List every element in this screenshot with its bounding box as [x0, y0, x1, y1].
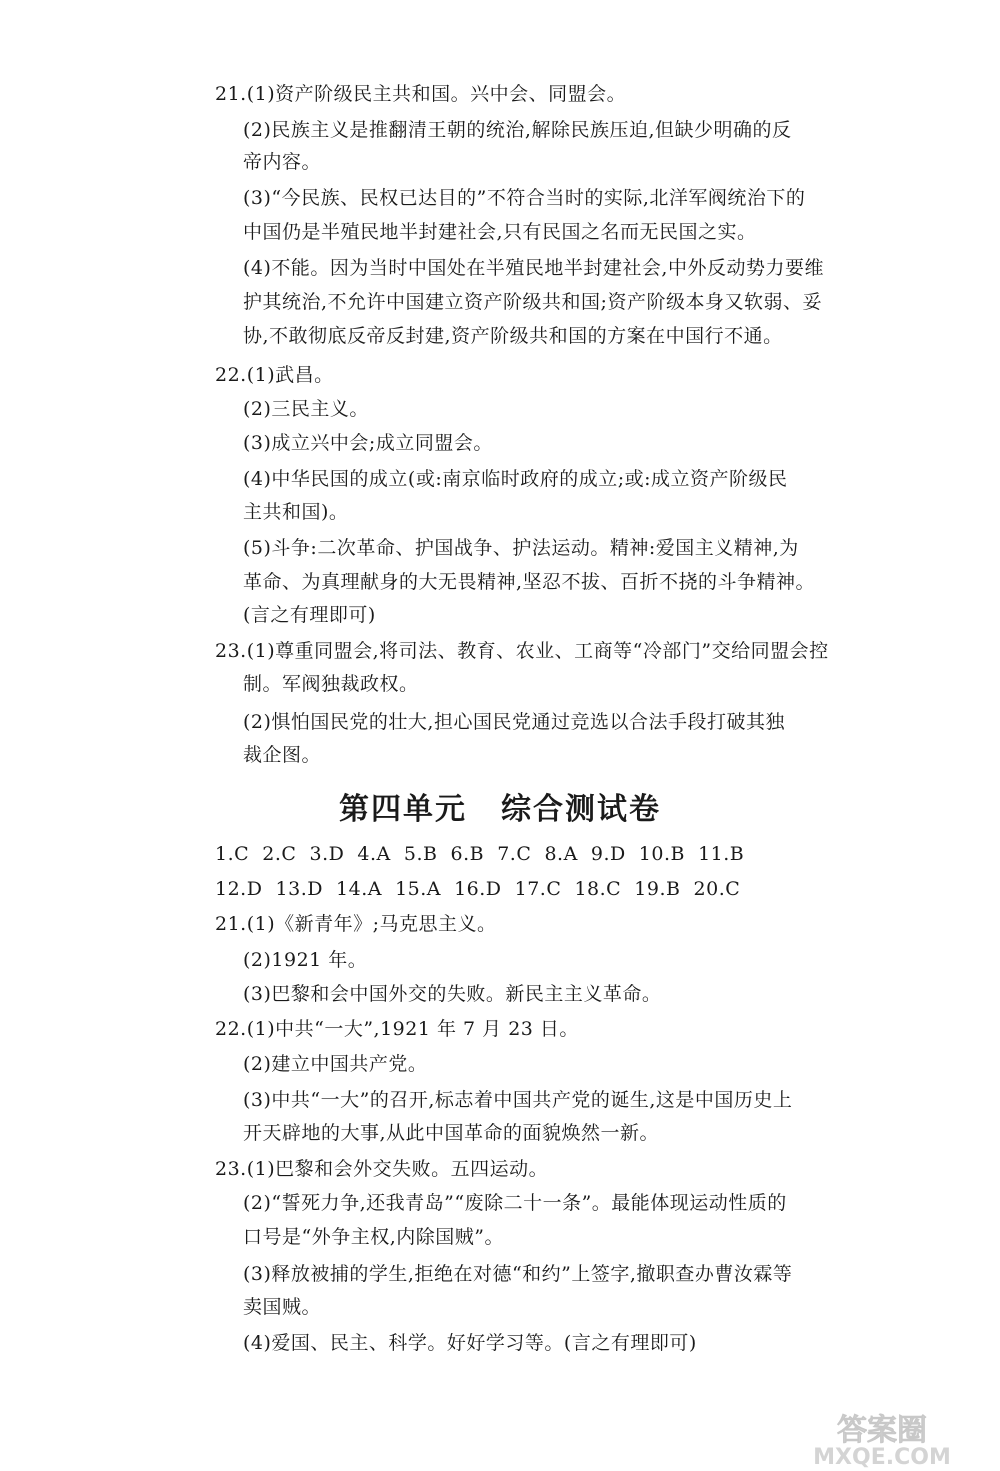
- answer-line: (言之有理即可): [243, 604, 376, 626]
- answer-line: (4)中华民国的成立(或:南京临时政府的成立;或:成立资产阶级民: [243, 468, 788, 490]
- answer-line: (2)建立中国共产党。: [243, 1053, 428, 1075]
- watermark-top: 答案圈: [837, 1413, 927, 1448]
- answer-line: 护其统治,不允许中国建立资产阶级共和国;资产阶级本身又软弱、妥: [243, 291, 822, 313]
- answer-line: 制。军阀独裁政权。: [243, 673, 419, 695]
- section-title-unit: 第四单元: [339, 792, 467, 827]
- answer-line: 主共和国)。: [243, 501, 349, 523]
- answer-line: 22.(1)武昌。: [215, 364, 334, 386]
- answer-line: 中国仍是半殖民地半封建社会,只有民国之名而无民国之实。: [243, 221, 757, 243]
- answer-line: (3)“今民族、民权已达目的”不符合当时的实际,北洋军阀统治下的: [243, 187, 806, 209]
- answer-line: 帝内容。: [243, 151, 322, 173]
- answer-line: (2)惧怕国民党的壮大,担心国民党通过竞选以合法手段打破其独: [243, 711, 785, 733]
- answer-line: 卖国贼。: [243, 1296, 322, 1318]
- answer-line: 23.(1)巴黎和会外交失败。五四运动。: [215, 1158, 549, 1180]
- answer-line: (3)成立兴中会;成立同盟会。: [243, 432, 493, 454]
- answer-line: (3)巴黎和会中国外交的失败。新民主主义革命。: [243, 983, 662, 1005]
- section-title: [0, 784, 1000, 828]
- answer-line: 12.D 13.D 14.A 15.A 16.D 17.C 18.C 19.B 20.C: [215, 878, 741, 900]
- answer-line: (2)“誓死力争,还我青岛”“废除二十一条”。最能体现运动性质的: [243, 1192, 787, 1214]
- answer-line: 23.(1)尊重同盟会,将司法、教育、农业、工商等“冷部门”交给同盟会控: [215, 640, 829, 662]
- answer-line: 21.(1)《新青年》;马克思主义。: [215, 913, 497, 935]
- answer-line: (3)中共“一大”的召开,标志着中国共产党的诞生,这是中国历史上: [243, 1089, 793, 1111]
- watermark-logo: [770, 1408, 995, 1468]
- section-title-test: 综合测试卷: [501, 792, 661, 827]
- answer-line: 协,不敢彻底反帝反封建,资产阶级共和国的方案在中国行不通。: [243, 325, 783, 347]
- answer-line: 21.(1)资产阶级民主共和国。兴中会、同盟会。: [215, 83, 627, 105]
- answer-line: (4)不能。因为当时中国处在半殖民地半封建社会,中外反动势力要维: [243, 257, 824, 279]
- answer-line: 1.C 2.C 3.D 4.A 5.B 6.B 7.C 8.A 9.D 10.B 11.B: [215, 843, 745, 865]
- answer-line: (4)爱国、民主、科学。好好学习等。(言之有理即可): [243, 1332, 697, 1354]
- answer-line: 裁企图。: [243, 744, 322, 766]
- answer-line: 口号是“外争主权,内除国贼”。: [243, 1226, 504, 1248]
- answer-line: (3)释放被捕的学生,拒绝在对德“和约”上签字,撤职查办曹汝霖等: [243, 1263, 793, 1285]
- answer-line: 开天辟地的大事,从此中国革命的面貌焕然一新。: [243, 1122, 660, 1144]
- answer-line: (5)斗争:二次革命、护国战争、护法运动。精神:爱国主义精神,为: [243, 537, 799, 559]
- answer-line: (2)民族主义是推翻清王朝的统治,解除民族压迫,但缺少明确的反: [243, 119, 792, 141]
- answer-line: (2)1921 年。: [243, 949, 368, 971]
- watermark-bottom: MXQE.COM: [813, 1445, 951, 1468]
- answer-line: 革命、为真理献身的大无畏精神,坚忍不拔、百折不挠的斗争精神。: [243, 571, 816, 593]
- answer-line: (2)三民主义。: [243, 398, 369, 420]
- answer-line: 22.(1)中共“一大”,1921 年 7 月 23 日。: [215, 1018, 579, 1040]
